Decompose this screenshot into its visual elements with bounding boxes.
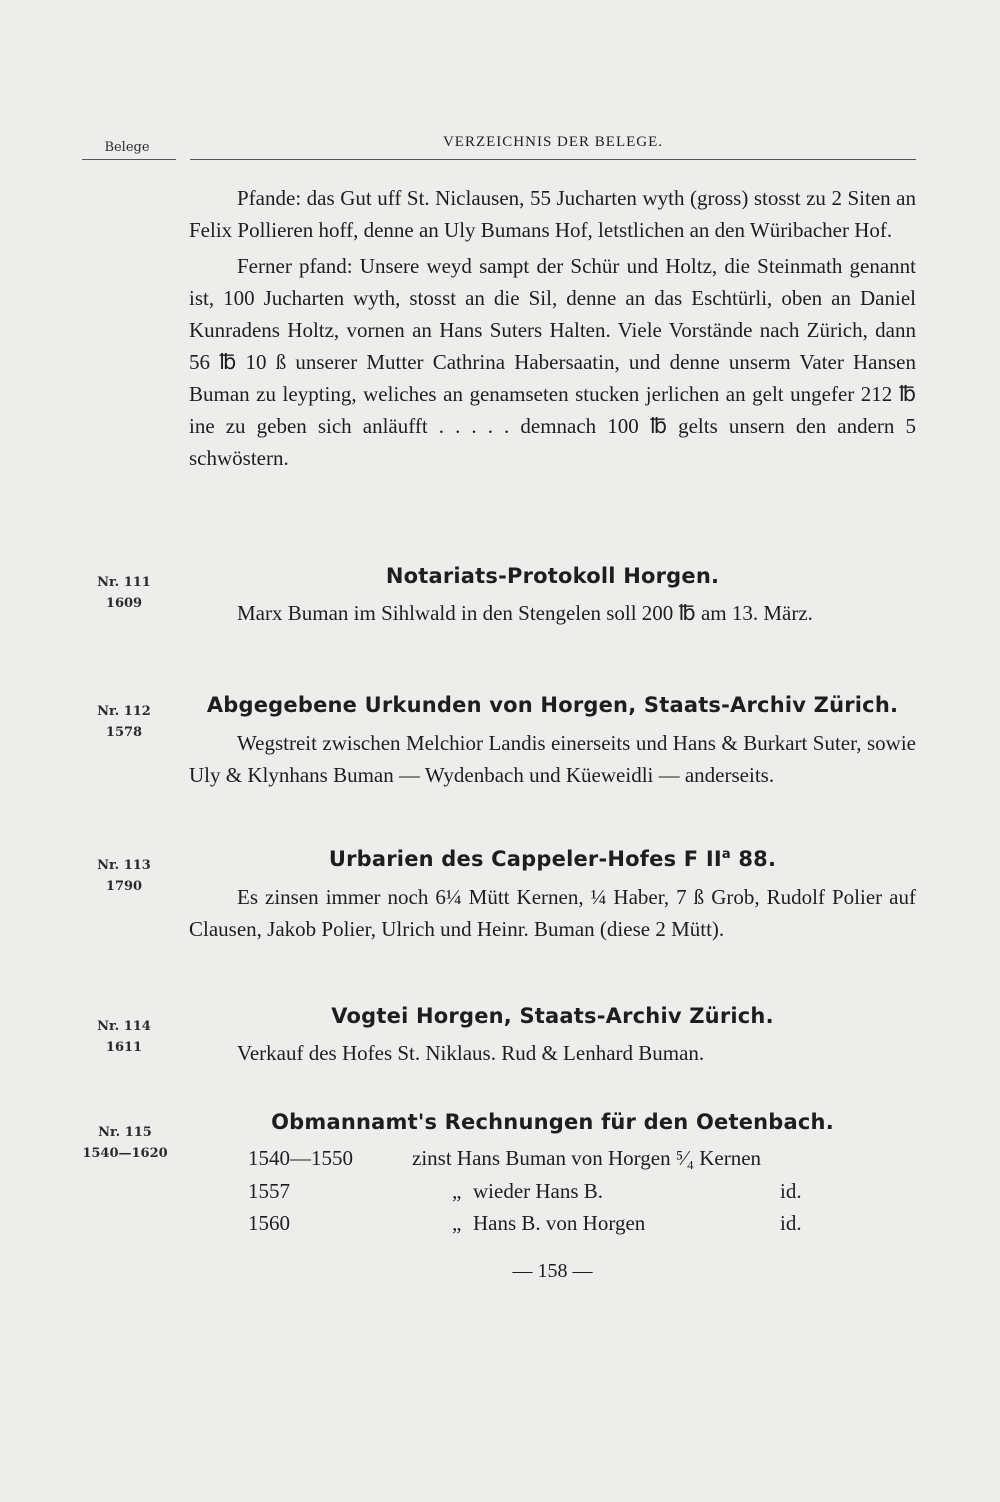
paragraph: Marx Buman im Sihlwald in den Stengelen soll 200 ℔ am 13. März. xyxy=(237,601,813,625)
entry-title-superscript: a xyxy=(721,847,731,862)
entry-text xyxy=(189,727,916,791)
header-margin-label: Belege xyxy=(104,140,150,155)
entry-title: Vogtei Horgen, Staats-Archiv Zürich. xyxy=(331,1004,774,1028)
entry-title-end: 88. xyxy=(730,847,777,871)
ledger-text: wieder Hans B. xyxy=(473,1179,604,1203)
entry-text xyxy=(189,597,916,629)
entry-title: Obmannamt's Rechnungen für den Oetenbach. xyxy=(271,1110,834,1134)
ledger-text: zinst Hans Buman von Horgen ⁵⁄₄ Kernen xyxy=(412,1146,762,1170)
entry-text xyxy=(189,1037,916,1069)
header-rule-main xyxy=(190,159,916,160)
continuation-text xyxy=(189,182,916,474)
entry-number-label: Nr. 111 xyxy=(97,575,151,590)
ledger-row xyxy=(0,1146,1000,1178)
entry-number xyxy=(86,572,162,614)
ledger-mark: „ xyxy=(452,1211,462,1235)
ledger-row xyxy=(0,1179,1000,1211)
entry-year: 1790 xyxy=(105,879,143,894)
ledger-years: 1557 xyxy=(248,1179,290,1203)
entry-number xyxy=(86,1016,162,1058)
paragraph: Es zinsen immer noch 6¼ Mütt Kernen, ¼ Haber, 7 ß Grob, Rudolf Polier auf Clausen, Jakob Polier, Ulrich und Heinr. Buman (diese 2 Mütt). xyxy=(189,885,916,941)
ledger-row xyxy=(0,1211,1000,1243)
paragraph: Verkauf des Hofes St. Niklaus. Rud & Lenhard Buman. xyxy=(237,1041,705,1065)
entry-year: 1578 xyxy=(105,725,143,740)
entry-number-label: Nr. 113 xyxy=(97,858,151,873)
ledger-years: 1540—1550 xyxy=(248,1146,353,1170)
paragraph: Wegstreit zwischen Melchior Landis einerseits und Hans & Burkart Suter, sowie Uly & Klynhans Buman — Wydenbach und Küeweidli — anderseits. xyxy=(189,731,916,787)
entry-year: 1611 xyxy=(105,1040,143,1055)
paragraph: Ferner pfand: Unsere weyd sampt der Schür und Holtz, die Steinmath genannt ist, 100 Jucharten wyth, stosst an die Sil, denne an das Eschtürli, oben an Daniel Kunradens Holtz, vornen an Hans Suters Halten. Viele Vorstände nach Zürich, dann 56 ℔ 10 ß unserer Mutter Cathrina Habersaatin, und denne unserm Vater Hansen Buman zu leypting, weliches an genamseten stucken jerlichen an gelt ungefer 212 ℔ ine zu geben sich anläufft . . . . . demnach 100 ℔ gelts unsern den andern 5 schwöstern. xyxy=(189,254,916,470)
entry-number-label: Nr. 112 xyxy=(97,704,151,719)
ledger-years: 1560 xyxy=(248,1211,290,1235)
entry-text xyxy=(189,881,916,945)
entry-number-label: Nr. 115 xyxy=(98,1125,152,1140)
entry-year: 1609 xyxy=(105,596,143,611)
running-title: VERZEICHNIS DER BELEGE. xyxy=(442,134,664,150)
ledger-text: Hans B. von Horgen xyxy=(473,1211,646,1235)
ledger-note: id. xyxy=(780,1211,802,1235)
entry-title: Abgegebene Urkunden von Horgen, Staats-Archiv Zürich. xyxy=(206,693,899,717)
entry-number xyxy=(86,855,162,897)
entry-title xyxy=(189,847,916,871)
entry-title: Notariats-Protokoll Horgen. xyxy=(385,564,720,588)
entry-year: 1540—1620 xyxy=(82,1146,168,1161)
header-rule-left xyxy=(82,159,176,160)
page-number: — 158 — xyxy=(512,1260,593,1282)
ledger-note: id. xyxy=(780,1179,802,1203)
ledger-mark: „ xyxy=(452,1179,462,1203)
paragraph: Pfande: das Gut uff St. Niclausen, 55 Jucharten wyth (gross) stosst zu 2 Siten an Felix Pollieren hoff, denne an Uly Bumans Hof, letstlichen an den Würibacher Hof. xyxy=(189,186,916,242)
entry-number xyxy=(86,701,162,743)
entry-title-main: Urbarien des Cappeler-Hofes F II xyxy=(328,847,722,871)
entry-number-label: Nr. 114 xyxy=(97,1019,151,1034)
